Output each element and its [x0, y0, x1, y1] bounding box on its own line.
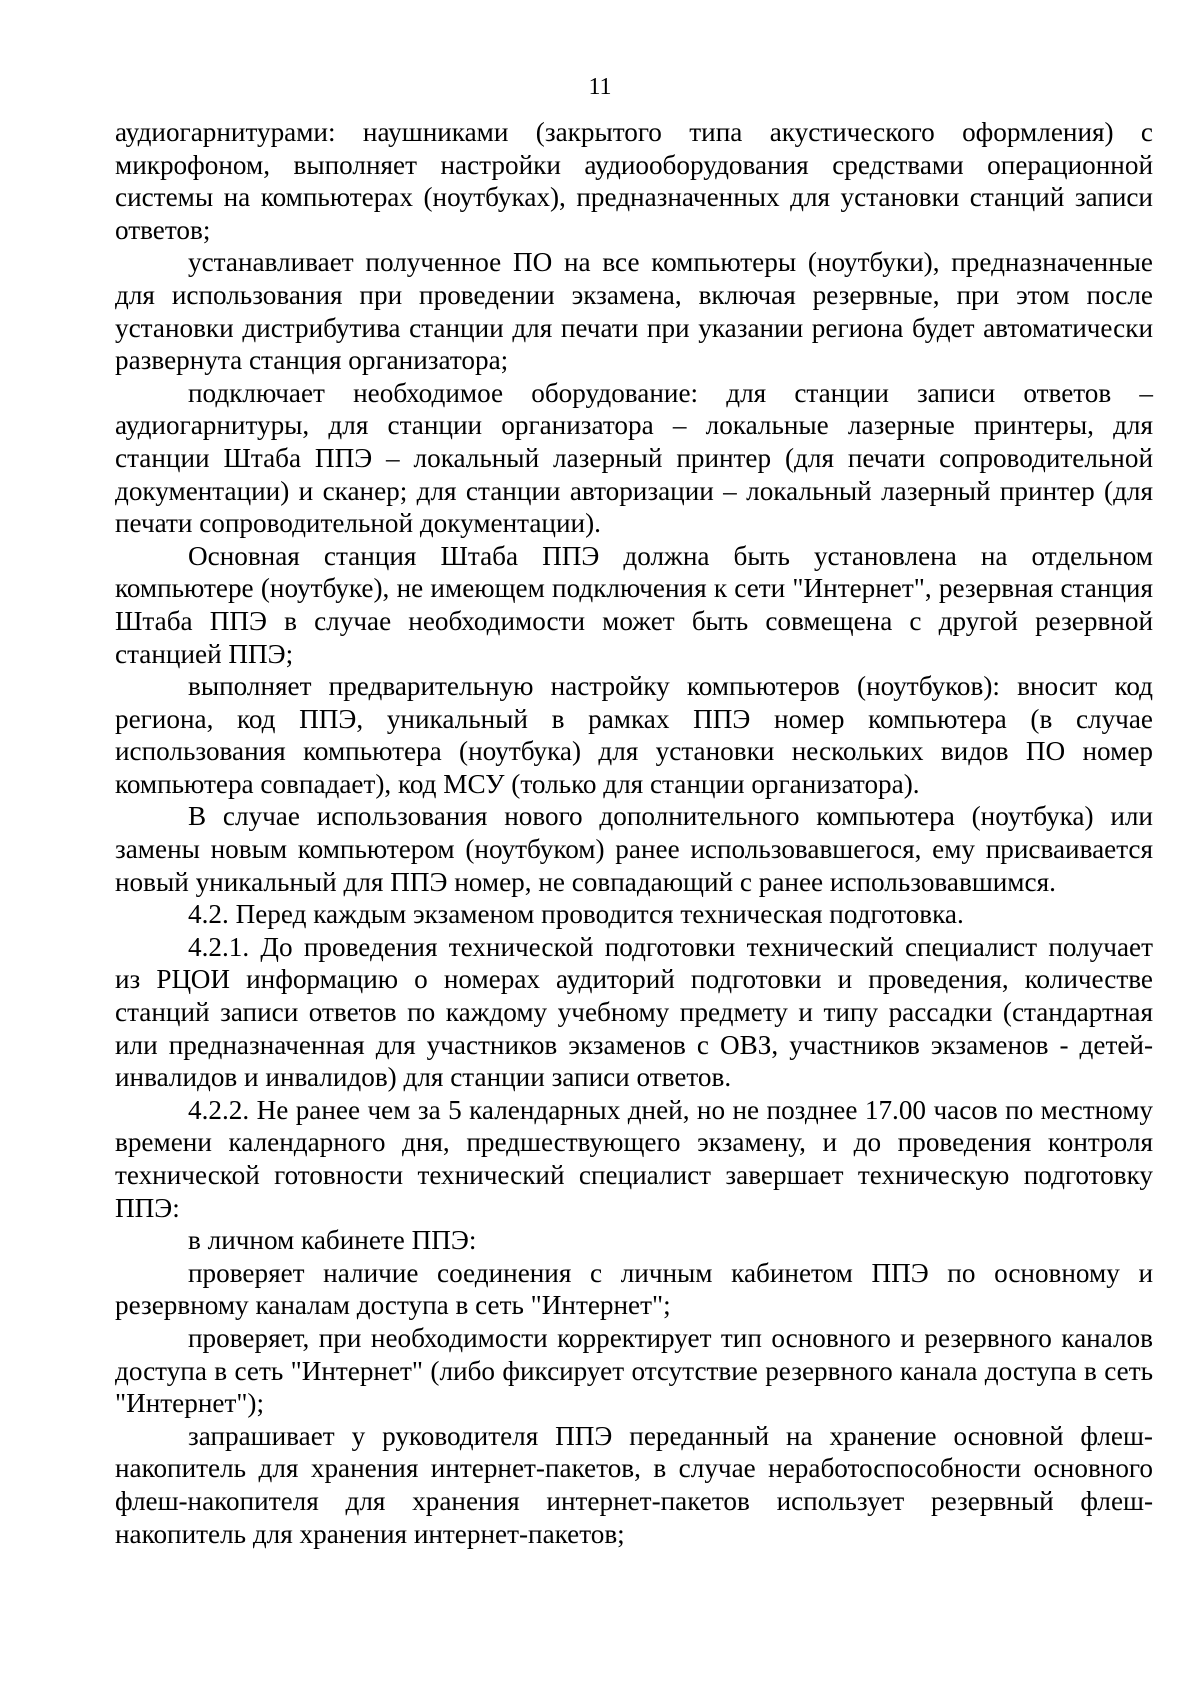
paragraph: аудиогарнитурами: наушниками (закрытого типа акустического оформления) с микрофоном, выполняет настройки аудиооборудования средствами операционной системы на компьютерах (ноутбуках), предназначенных для установки станций записи ответов;: [115, 117, 1153, 245]
paragraph: В случае использования нового дополнительного компьютера (ноутбука) или замены новым компьютером (ноутбуком) ранее использовавшегося, ему присваивается новый уникальный для ППЭ номер, не совпадающий с ранее использовавшимся.: [115, 801, 1153, 897]
paragraph: запрашивает у руководителя ППЭ переданный на хранение основной флеш-накопитель для хранения интернет-пакетов, в случае неработоспособности основного флеш-накопителя для хранения интернет-пакетов использует резервный флеш-накопитель для хранения интернет-пакетов;: [115, 1420, 1153, 1549]
paragraph: подключает необходимое оборудование: для станции записи ответов – аудиогарнитуры, для станции организатора – локальные лазерные принтеры, для станции Штаба ППЭ – локальный лазерный принтер (для печати сопроводительной документации) и сканер; для станции авторизации – локальный лазерный принтер (для печати сопроводительной документации).: [115, 377, 1153, 539]
paragraph: устанавливает полученное ПО на все компьютеры (ноутбуки), предназначенные для использования при проведении экзамена, включая резервные, при этом после установки дистрибутива станции для печати при указании региона будет автоматически развернута станция организатора;: [115, 247, 1153, 376]
paragraph: 4.2.2. Не ранее чем за 5 календарных дней, но не позднее 17.00 часов по местному времени календарного дня, предшествующего экзамену, и до проведения контроля технической готовности технический специалист завершает техническую подготовку ППЭ:: [115, 1094, 1153, 1223]
document-body: [115, 116, 1153, 1550]
paragraph: в личном кабинете ППЭ:: [188, 1225, 477, 1256]
paragraph: выполняет предварительную настройку компьютеров (ноутбуков): вносит код региона, код ППЭ, уникальный в рамках ППЭ номер компьютера (в случае использования компьютера (ноутбука) для установки нескольких видов ПО номер компьютера совпадает), код МСУ (только для станции организатора).: [115, 671, 1153, 799]
paragraph: проверяет наличие соединения с личным кабинетом ППЭ по основному и резервному каналам доступа в сеть "Интернет";: [115, 1257, 1153, 1321]
paragraph: Основная станция Штаба ППЭ должна быть установлена на отдельном компьютере (ноутбуке), не имеющем подключения к сети "Интернет", резервная станция Штаба ППЭ в случае необходимости может быть совмещена с другой резервной станцией ППЭ;: [115, 540, 1153, 669]
paragraph: 4.2.1. До проведения технической подготовки технический специалист получает из РЦОИ информацию о номерах аудиторий подготовки и проведения, количестве станций записи ответов по каждому учебному предмету и типу рассадки (стандартная или предназначенная для участников экзаменов с ОВЗ, участников экзаменов - детей-инвалидов и инвалидов) для станции записи ответов.: [115, 931, 1153, 1093]
page-number: 11: [588, 74, 612, 100]
paragraph: проверяет, при необходимости корректирует тип основного и резервного каналов доступа в сеть "Интернет" (либо фиксирует отсутствие резервного канала доступа в сеть "Интернет");: [115, 1322, 1153, 1419]
section-heading: 4.2. Перед каждым экзаменом проводится техническая подготовка.: [188, 899, 964, 930]
